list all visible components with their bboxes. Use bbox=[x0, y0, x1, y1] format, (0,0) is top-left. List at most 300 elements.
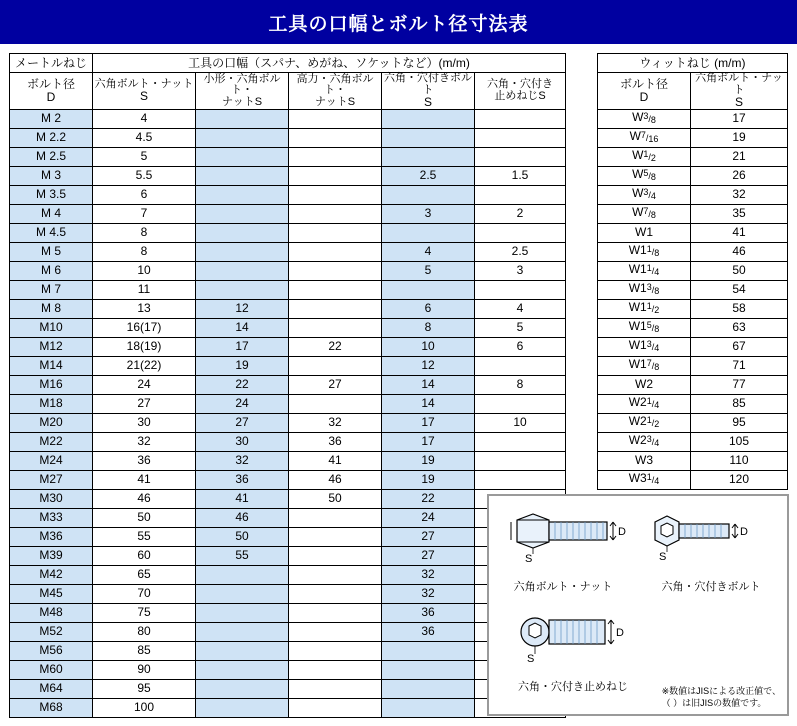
cell-value bbox=[382, 147, 475, 166]
cell-bolt-diameter: W21/2 bbox=[598, 413, 691, 432]
table-row bbox=[598, 318, 788, 337]
cell-value: 36 bbox=[289, 432, 382, 451]
cell-value: 100 bbox=[93, 698, 196, 717]
cell-bolt-diameter: W1 bbox=[598, 223, 691, 242]
cell-value: 50 bbox=[691, 261, 788, 280]
col-header-hex-bolt-nut bbox=[93, 73, 196, 110]
cell-bolt-diameter: M 4.5 bbox=[10, 223, 93, 242]
cell-bolt-diameter: W3 bbox=[598, 451, 691, 470]
svg-text:S: S bbox=[527, 653, 535, 665]
whit-col-header-bolt-dia-line1: ボルト径 bbox=[619, 77, 668, 92]
cell-value bbox=[289, 641, 382, 660]
table-row bbox=[598, 166, 788, 185]
cell-bolt-diameter: M48 bbox=[10, 603, 93, 622]
cell-bolt-diameter: M45 bbox=[10, 584, 93, 603]
table-row bbox=[598, 451, 788, 470]
cell-value bbox=[196, 641, 289, 660]
cell-value: 3 bbox=[382, 204, 475, 223]
cell-bolt-diameter: M16 bbox=[10, 375, 93, 394]
table-row bbox=[10, 546, 566, 565]
cell-value: 19 bbox=[196, 356, 289, 375]
diagram-label-set-screw: 六角・穴付き止めねじ bbox=[518, 681, 628, 693]
cell-bolt-diameter: M36 bbox=[10, 527, 93, 546]
cell-bolt-diameter: M 4 bbox=[10, 204, 93, 223]
cell-value: 6 bbox=[475, 337, 566, 356]
cell-value bbox=[196, 584, 289, 603]
whit-col-header-hex-bolt-nut bbox=[691, 73, 788, 110]
cell-value bbox=[475, 147, 566, 166]
metric-group-left: メートルねじ bbox=[10, 54, 93, 73]
table-row bbox=[10, 318, 566, 337]
table-row bbox=[10, 280, 566, 299]
cell-value bbox=[289, 546, 382, 565]
table-row bbox=[10, 432, 566, 451]
cell-value: 32 bbox=[289, 413, 382, 432]
cell-value bbox=[196, 261, 289, 280]
cell-value: 2.5 bbox=[382, 166, 475, 185]
cell-bolt-diameter: M27 bbox=[10, 470, 93, 489]
cell-value bbox=[289, 166, 382, 185]
table-row bbox=[10, 413, 566, 432]
col-header-socket-bolt bbox=[382, 73, 475, 110]
cell-value: 75 bbox=[93, 603, 196, 622]
cell-value: 8 bbox=[382, 318, 475, 337]
cell-value bbox=[382, 280, 475, 299]
cell-value: 17 bbox=[382, 432, 475, 451]
cell-value: 4.5 bbox=[93, 128, 196, 147]
table-row bbox=[598, 147, 788, 166]
cell-value bbox=[196, 679, 289, 698]
cell-value: 10 bbox=[93, 261, 196, 280]
table-row-group-header bbox=[598, 54, 788, 73]
whit-col-header-hex-line2: S bbox=[734, 95, 743, 110]
cell-bolt-diameter: M30 bbox=[10, 489, 93, 508]
cell-value: 14 bbox=[382, 394, 475, 413]
cell-value: 36 bbox=[382, 622, 475, 641]
cell-bolt-diameter: M 2.5 bbox=[10, 147, 93, 166]
table-row bbox=[10, 185, 566, 204]
cell-value: 70 bbox=[93, 584, 196, 603]
table-row bbox=[598, 337, 788, 356]
cell-value: 6 bbox=[382, 299, 475, 318]
cell-bolt-diameter: M33 bbox=[10, 508, 93, 527]
cell-value: 7 bbox=[93, 204, 196, 223]
svg-text:S: S bbox=[525, 553, 533, 565]
cell-bolt-diameter: W7/8 bbox=[598, 204, 691, 223]
cell-value bbox=[289, 603, 382, 622]
cell-value: 85 bbox=[691, 394, 788, 413]
cell-value: 13 bbox=[93, 299, 196, 318]
cell-value bbox=[289, 356, 382, 375]
cell-value: 32 bbox=[93, 432, 196, 451]
table-row bbox=[10, 527, 566, 546]
cell-bolt-diameter: M22 bbox=[10, 432, 93, 451]
cell-value bbox=[289, 527, 382, 546]
cell-bolt-diameter: M 3.5 bbox=[10, 185, 93, 204]
table-row bbox=[598, 299, 788, 318]
cell-value: 21(22) bbox=[93, 356, 196, 375]
table-row bbox=[10, 622, 566, 641]
table-row bbox=[10, 337, 566, 356]
cell-value bbox=[289, 185, 382, 204]
table-row bbox=[10, 489, 566, 508]
table-row bbox=[598, 356, 788, 375]
metric-group-mid: 工具の口幅（スパナ、めがね、ソケットなど）(m/m) bbox=[93, 54, 566, 73]
metric-table bbox=[9, 53, 566, 718]
table-row bbox=[10, 375, 566, 394]
cell-value bbox=[196, 622, 289, 641]
cell-bolt-diameter: M 3 bbox=[10, 166, 93, 185]
cell-value: 50 bbox=[289, 489, 382, 508]
cell-value bbox=[196, 242, 289, 261]
cell-bolt-diameter: M 2.2 bbox=[10, 128, 93, 147]
cell-value: 30 bbox=[196, 432, 289, 451]
cell-value: 8 bbox=[475, 375, 566, 394]
hex-bolt-nut-icon bbox=[495, 508, 645, 578]
col-header-high-tension-hex-line1: 高力・六角ボルト・ bbox=[296, 72, 374, 97]
cell-bolt-diameter: M 5 bbox=[10, 242, 93, 261]
cell-value bbox=[196, 603, 289, 622]
table-row bbox=[10, 698, 566, 717]
whit-col-header-bolt-dia-line2: D bbox=[639, 89, 649, 104]
cell-value: 32 bbox=[196, 451, 289, 470]
cell-value: 46 bbox=[289, 470, 382, 489]
cell-value: 55 bbox=[93, 527, 196, 546]
col-header-set-screw bbox=[475, 73, 566, 110]
cell-bolt-diameter: M 2 bbox=[10, 109, 93, 128]
cell-value bbox=[475, 185, 566, 204]
metric-table-body bbox=[10, 109, 566, 717]
col-header-socket-bolt-line1: 六角・穴付きボルト bbox=[384, 72, 472, 96]
cell-value: 36 bbox=[382, 603, 475, 622]
cell-bolt-diameter: M18 bbox=[10, 394, 93, 413]
cell-value: 24 bbox=[93, 375, 196, 394]
cell-value bbox=[196, 565, 289, 584]
table-row bbox=[598, 413, 788, 432]
cell-value: 77 bbox=[691, 375, 788, 394]
page-title: 工具の口幅とボルト径寸法表 bbox=[268, 13, 529, 35]
col-header-bolt-dia bbox=[10, 73, 93, 110]
cell-value: 17 bbox=[196, 337, 289, 356]
table-row bbox=[10, 356, 566, 375]
table-row bbox=[598, 261, 788, 280]
cell-value bbox=[475, 470, 566, 489]
cell-bolt-diameter: W11/8 bbox=[598, 242, 691, 261]
table-row bbox=[10, 147, 566, 166]
cell-value bbox=[289, 261, 382, 280]
cell-value: 16(17) bbox=[93, 318, 196, 337]
cell-value: 11 bbox=[93, 280, 196, 299]
cell-value: 12 bbox=[382, 356, 475, 375]
col-header-small-hex-line2: ナットS bbox=[221, 95, 263, 108]
table-row bbox=[10, 641, 566, 660]
cell-value: 27 bbox=[382, 527, 475, 546]
table-row bbox=[598, 223, 788, 242]
cell-value: 36 bbox=[93, 451, 196, 470]
cell-value: 5.5 bbox=[93, 166, 196, 185]
cell-value: 2 bbox=[475, 204, 566, 223]
col-header-hex-bolt-nut-line2: S bbox=[139, 89, 148, 104]
cell-value: 63 bbox=[691, 318, 788, 337]
cell-bolt-diameter: M56 bbox=[10, 641, 93, 660]
table-row bbox=[598, 204, 788, 223]
diagram-note-line2: （ ）は旧JISの数値です。 bbox=[661, 698, 767, 709]
cell-bolt-diameter: M 6 bbox=[10, 261, 93, 280]
cell-value bbox=[382, 698, 475, 717]
cell-value: 10 bbox=[475, 413, 566, 432]
svg-text:D: D bbox=[618, 526, 626, 538]
cell-bolt-diameter: W21/4 bbox=[598, 394, 691, 413]
cell-bolt-diameter: M24 bbox=[10, 451, 93, 470]
cell-value: 50 bbox=[93, 508, 196, 527]
cell-value: 27 bbox=[382, 546, 475, 565]
table-row bbox=[10, 565, 566, 584]
cell-value bbox=[289, 204, 382, 223]
table-row bbox=[598, 185, 788, 204]
cell-value: 54 bbox=[691, 280, 788, 299]
diagram-note-line1: ※数値はJISによる改正値で、 bbox=[661, 685, 781, 696]
cell-bolt-diameter: M 7 bbox=[10, 280, 93, 299]
col-header-small-hex-line1: 小形・六角ボルト・ bbox=[203, 72, 281, 97]
cell-value: 32 bbox=[382, 584, 475, 603]
cell-value: 14 bbox=[382, 375, 475, 394]
cell-value bbox=[196, 660, 289, 679]
whitworth-table-body bbox=[598, 109, 788, 489]
cell-value: 4 bbox=[475, 299, 566, 318]
cell-bolt-diameter: W31/4 bbox=[598, 470, 691, 489]
cell-value bbox=[475, 451, 566, 470]
svg-text:D: D bbox=[616, 627, 624, 639]
cell-value: 5 bbox=[93, 147, 196, 166]
whit-col-header-bolt-dia bbox=[598, 73, 691, 110]
cell-value: 41 bbox=[691, 223, 788, 242]
cell-value bbox=[475, 128, 566, 147]
table-row bbox=[598, 242, 788, 261]
table-row bbox=[10, 166, 566, 185]
cell-value: 19 bbox=[382, 451, 475, 470]
cell-value: 58 bbox=[691, 299, 788, 318]
socket-head-bolt-icon bbox=[641, 508, 781, 578]
table-row bbox=[598, 280, 788, 299]
cell-value: 4 bbox=[93, 109, 196, 128]
cell-bolt-diameter: W11/2 bbox=[598, 299, 691, 318]
cell-value: 95 bbox=[691, 413, 788, 432]
cell-value: 17 bbox=[691, 109, 788, 128]
cell-value: 50 bbox=[196, 527, 289, 546]
cell-value: 18(19) bbox=[93, 337, 196, 356]
cell-value: 41 bbox=[196, 489, 289, 508]
cell-bolt-diameter: M60 bbox=[10, 660, 93, 679]
cell-value bbox=[196, 280, 289, 299]
cell-bolt-diameter: M20 bbox=[10, 413, 93, 432]
cell-value: 27 bbox=[289, 375, 382, 394]
cell-value: 105 bbox=[691, 432, 788, 451]
cell-value: 46 bbox=[196, 508, 289, 527]
cell-value bbox=[196, 147, 289, 166]
cell-value bbox=[382, 128, 475, 147]
cell-value: 19 bbox=[382, 470, 475, 489]
cell-value bbox=[289, 565, 382, 584]
diagram-label-hex-bolt: 六角ボルト・ナット bbox=[513, 581, 613, 593]
cell-value: 24 bbox=[382, 508, 475, 527]
table-row bbox=[10, 109, 566, 128]
cell-value bbox=[382, 223, 475, 242]
table-row bbox=[10, 470, 566, 489]
set-screw-icon bbox=[507, 608, 667, 678]
cell-value: 8 bbox=[93, 242, 196, 261]
cell-value bbox=[196, 698, 289, 717]
cell-value bbox=[289, 508, 382, 527]
cell-value: 85 bbox=[93, 641, 196, 660]
cell-value bbox=[475, 432, 566, 451]
cell-value bbox=[289, 147, 382, 166]
col-header-bolt-dia-line2: D bbox=[46, 89, 56, 104]
cell-value bbox=[196, 166, 289, 185]
cell-value: 24 bbox=[196, 394, 289, 413]
svg-text:D: D bbox=[740, 526, 748, 538]
cell-value bbox=[289, 280, 382, 299]
whitworth-table bbox=[597, 53, 788, 490]
table-row bbox=[10, 660, 566, 679]
cell-value: 120 bbox=[691, 470, 788, 489]
cell-value: 19 bbox=[691, 128, 788, 147]
table-row bbox=[598, 470, 788, 489]
table-row-column-header bbox=[10, 73, 566, 110]
cell-bolt-diameter: M64 bbox=[10, 679, 93, 698]
cell-value: 21 bbox=[691, 147, 788, 166]
cell-bolt-diameter: W11/4 bbox=[598, 261, 691, 280]
cell-value: 10 bbox=[382, 337, 475, 356]
table-row bbox=[598, 109, 788, 128]
cell-value: 27 bbox=[93, 394, 196, 413]
title-bar bbox=[0, 0, 797, 44]
cell-value bbox=[382, 641, 475, 660]
col-header-high-tension-hex-line2: ナットS bbox=[314, 95, 356, 108]
table-row bbox=[10, 261, 566, 280]
table-row bbox=[598, 432, 788, 451]
cell-value: 110 bbox=[691, 451, 788, 470]
table-row bbox=[10, 679, 566, 698]
cell-bolt-diameter: W13/8 bbox=[598, 280, 691, 299]
table-row bbox=[10, 242, 566, 261]
cell-value: 5 bbox=[475, 318, 566, 337]
cell-value bbox=[475, 356, 566, 375]
cell-value: 8 bbox=[93, 223, 196, 242]
cell-bolt-diameter: W15/8 bbox=[598, 318, 691, 337]
cell-value: 14 bbox=[196, 318, 289, 337]
cell-value: 41 bbox=[93, 470, 196, 489]
cell-value: 1.5 bbox=[475, 166, 566, 185]
cell-value bbox=[196, 223, 289, 242]
table-row bbox=[10, 603, 566, 622]
cell-value: 60 bbox=[93, 546, 196, 565]
cell-value: 22 bbox=[289, 337, 382, 356]
cell-value: 30 bbox=[93, 413, 196, 432]
table-row bbox=[10, 128, 566, 147]
col-header-bolt-dia-line1: ボルト径 bbox=[26, 77, 75, 92]
table-row bbox=[10, 223, 566, 242]
col-header-small-hex bbox=[196, 73, 289, 110]
cell-bolt-diameter: M14 bbox=[10, 356, 93, 375]
cell-value bbox=[289, 242, 382, 261]
whit-group-header: ウィットねじ (m/m) bbox=[598, 54, 788, 73]
cell-value bbox=[475, 280, 566, 299]
cell-value: 5 bbox=[382, 261, 475, 280]
cell-bolt-diameter: M52 bbox=[10, 622, 93, 641]
cell-value bbox=[289, 622, 382, 641]
cell-value: 80 bbox=[93, 622, 196, 641]
cell-value: 27 bbox=[196, 413, 289, 432]
cell-value bbox=[289, 299, 382, 318]
col-header-set-screw-line2: 止めねじS bbox=[494, 89, 546, 102]
table-row-group-header bbox=[10, 54, 566, 73]
cell-value bbox=[289, 679, 382, 698]
cell-value bbox=[382, 185, 475, 204]
cell-bolt-diameter: W7/16 bbox=[598, 128, 691, 147]
cell-bolt-diameter: M10 bbox=[10, 318, 93, 337]
cell-bolt-diameter: W13/4 bbox=[598, 337, 691, 356]
cell-bolt-diameter: W3/8 bbox=[598, 109, 691, 128]
cell-value: 41 bbox=[289, 451, 382, 470]
cell-value: 4 bbox=[382, 242, 475, 261]
cell-value: 67 bbox=[691, 337, 788, 356]
cell-value: 36 bbox=[196, 470, 289, 489]
cell-value bbox=[475, 109, 566, 128]
cell-value bbox=[289, 109, 382, 128]
cell-value bbox=[289, 698, 382, 717]
whit-col-header-hex-line1: 六角ボルト・ナット bbox=[695, 72, 783, 96]
diagram-label-socket-bolt: 六角・穴付きボルト bbox=[661, 581, 761, 593]
cell-value: 17 bbox=[382, 413, 475, 432]
cell-value bbox=[382, 109, 475, 128]
cell-value bbox=[289, 128, 382, 147]
cell-value bbox=[196, 204, 289, 223]
col-header-high-tension-hex bbox=[289, 73, 382, 110]
cell-value: 12 bbox=[196, 299, 289, 318]
col-header-hex-bolt-nut-line1: 六角ボルト・ナット bbox=[94, 77, 194, 90]
cell-value: 46 bbox=[691, 242, 788, 261]
cell-bolt-diameter: M 8 bbox=[10, 299, 93, 318]
cell-value: 2.5 bbox=[475, 242, 566, 261]
svg-text:S: S bbox=[659, 551, 667, 563]
cell-value bbox=[196, 185, 289, 204]
table-row bbox=[10, 508, 566, 527]
cell-value: 95 bbox=[93, 679, 196, 698]
cell-value: 32 bbox=[691, 185, 788, 204]
cell-value bbox=[289, 223, 382, 242]
cell-value bbox=[196, 109, 289, 128]
table-row-column-header bbox=[598, 73, 788, 110]
cell-value: 46 bbox=[93, 489, 196, 508]
sheet bbox=[0, 44, 797, 726]
col-header-socket-bolt-line2: S bbox=[423, 95, 432, 110]
cell-bolt-diameter: W1/2 bbox=[598, 147, 691, 166]
table-row bbox=[10, 299, 566, 318]
cell-value bbox=[289, 660, 382, 679]
table-row bbox=[10, 394, 566, 413]
cell-value: 3 bbox=[475, 261, 566, 280]
col-header-set-screw-line1: 六角・穴付き bbox=[487, 78, 553, 91]
cell-value bbox=[382, 660, 475, 679]
table-row bbox=[10, 204, 566, 223]
cell-value bbox=[382, 679, 475, 698]
cell-value: 35 bbox=[691, 204, 788, 223]
cell-value bbox=[289, 394, 382, 413]
table-row bbox=[598, 375, 788, 394]
cell-value: 22 bbox=[382, 489, 475, 508]
diagram-box bbox=[487, 494, 789, 716]
cell-bolt-diameter: W3/4 bbox=[598, 185, 691, 204]
